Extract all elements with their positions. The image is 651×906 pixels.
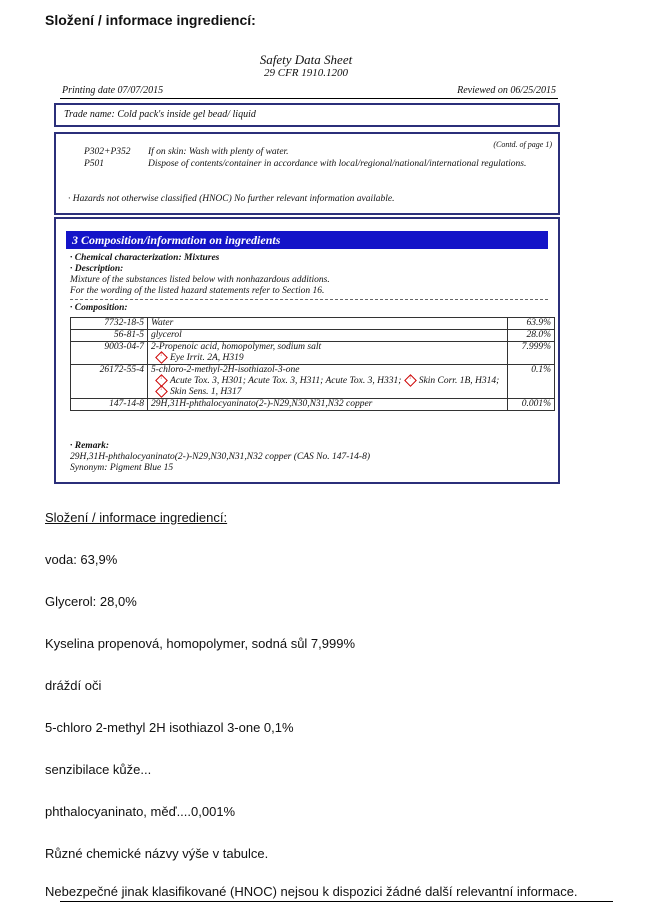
continued-note: (Contd. of page 1) (493, 140, 552, 149)
cas-number: 56-81-5 (71, 330, 148, 342)
composition-rule (70, 299, 548, 300)
trade-name: Trade name: Cold pack's inside gel bead/ liquid (64, 109, 256, 120)
bottom-rule (60, 901, 613, 902)
percentage: 0.001% (508, 399, 555, 411)
composition-label: · Composition: (70, 303, 128, 313)
description-line-2: For the wording of the listed hazard statements refer to Section 16. (70, 286, 325, 296)
trade-name-box (54, 103, 560, 127)
note-line: dráždí oči (45, 678, 102, 693)
p501-text: Dispose of contents/container in accordance with local/regional/national/international regulations. (148, 159, 527, 169)
p501-code: P501 (84, 159, 105, 169)
page-heading: Složení / informace ingrediencí: (45, 12, 256, 28)
description-label: · Description: (70, 264, 124, 274)
hazard-pictogram-icon (155, 351, 168, 364)
substance-name: glycerol (148, 330, 508, 342)
note-line: senzibilace kůže... (45, 762, 152, 777)
note-line: voda: 63,9% (45, 552, 118, 567)
substance-name: 2-Propenoic acid, homopolymer, sodium salt (151, 342, 322, 352)
substance-name: Water (148, 318, 508, 330)
percentage: 7.999% (508, 342, 555, 365)
remark-line-1: 29H,31H-phthalocyaninato(2-)-N29,N30,N31,N32 copper (CAS No. 147-14-8) (70, 452, 371, 462)
sds-subtitle: 29 CFR 1910.1200 (263, 67, 349, 79)
note-line: Nebezpečné jinak klasifikované (HNOC) nejsou k dispozici žádné další relevantní informace. (45, 884, 578, 899)
composition-table (70, 317, 555, 411)
table-row (71, 399, 555, 411)
composition-box (54, 217, 560, 484)
substance-cell (148, 365, 508, 399)
percentage: 63.9% (508, 318, 555, 330)
cas-number: 26172-55-4 (71, 365, 148, 399)
table-row (71, 318, 555, 330)
table-row (71, 365, 555, 399)
substance-name: 5-chloro-2-methyl-2H-isothiazol-3-one (151, 365, 300, 375)
header-rule (60, 98, 558, 99)
note-line: Kyselina propenová, homopolymer, sodná sůl 7,999% (45, 636, 356, 651)
hazards-hnoc: · Hazards not otherwise classified (HNOC) No further relevant information available. (68, 194, 395, 204)
percentage: 28.0% (508, 330, 555, 342)
table-row (71, 342, 555, 365)
note-line: 5-chloro 2-methyl 2H isothiazol 3-one 0,1% (45, 720, 294, 735)
remark-label: · Remark: (70, 441, 110, 451)
hazard-pictogram-icon (155, 385, 168, 398)
cas-number: 7732-18-5 (71, 318, 148, 330)
hazard-text: Skin Corr. 1B, H314; (418, 376, 500, 386)
note-line: Glycerol: 28,0% (45, 594, 137, 609)
reviewed-date: Reviewed on 06/25/2015 (457, 85, 556, 96)
substance-name: 29H,31H-phthalocyaninato(2-)-N29,N30,N31,N32 copper (148, 399, 508, 411)
p302-text: If on skin: Wash with plenty of water. (148, 147, 289, 157)
description-line-1: Mixture of the substances listed below with nonhazardous additions. (70, 275, 330, 285)
chemical-characterization: · Chemical characterization: Mixtures (70, 253, 220, 263)
sds-title: Safety Data Sheet (259, 52, 353, 67)
substance-cell (148, 342, 508, 365)
section-3-title: 3 Composition/information on ingredients (66, 231, 548, 249)
precautionary-box (54, 132, 560, 215)
remark-line-2: Synonym: Pigment Blue 15 (70, 463, 174, 473)
safety-data-sheet (42, 48, 570, 483)
cas-number: 147-14-8 (71, 399, 148, 411)
printing-date: Printing date 07/07/2015 (62, 85, 164, 96)
hazard-text: Acute Tox. 3, H301; Acute Tox. 3, H311; Acute Tox. 3, H331; (170, 376, 402, 386)
hazard-line (155, 353, 504, 364)
hazard-text: Eye Irrit. 2A, H319 (170, 353, 244, 363)
p302-code: P302+P352 (84, 147, 131, 157)
hazard-line (155, 376, 504, 398)
notes-title: Složení / informace ingrediencí: (45, 510, 228, 525)
hazard-text: Skin Sens. 1, H317 (170, 387, 242, 397)
corrosion-pictogram-icon (404, 374, 417, 387)
cas-number: 9003-04-7 (71, 342, 148, 365)
table-row (71, 330, 555, 342)
note-line: Různé chemické názvy výše v tabulce. (45, 846, 269, 861)
percentage: 0.1% (508, 365, 555, 399)
note-line: phthalocyaninato, měď....0,001% (45, 804, 236, 819)
